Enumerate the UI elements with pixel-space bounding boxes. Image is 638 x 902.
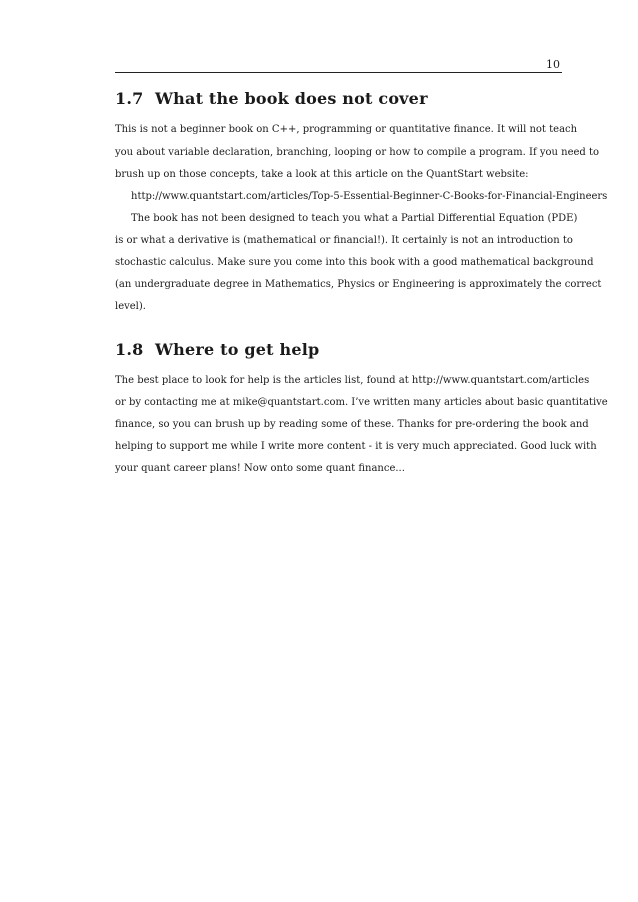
paragraph-line: level). — [115, 301, 146, 312]
paragraph-line: your quant career plans! Now onto some quant finance... — [115, 463, 405, 474]
paragraph-line: helping to support me while I write more content - it is very much appreciated. Good luck with — [115, 441, 597, 452]
page-number: 10 — [546, 58, 560, 71]
section-title: Where to get help — [155, 340, 320, 359]
header-rule — [115, 72, 562, 73]
paragraph-line: (an undergraduate degree in Mathematics, Physics or Engineering is approximately the correct — [115, 279, 602, 290]
section-heading-1-7 — [115, 90, 428, 108]
paragraph-line: The book has not been designed to teach you what a Partial Differential Equation (PDE) — [131, 213, 578, 224]
paragraph-line: or by contacting me at mike@quantstart.com. I’ve written many articles about basic quantitative — [115, 397, 608, 408]
section-heading-1-8 — [115, 341, 319, 359]
paragraph-line: This is not a beginner book on C++, programming or quantitative finance. It will not teach — [115, 124, 578, 135]
section-number: 1.7 — [115, 89, 144, 108]
paragraph-line: you about variable declaration, branching, looping or how to compile a program. If you need to — [115, 147, 600, 158]
paragraph-line: is or what a derivative is (mathematical or financial!). It certainly is not an introduction to — [115, 235, 573, 246]
section-number: 1.8 — [115, 340, 144, 359]
section-title: What the book does not cover — [155, 89, 428, 108]
paragraph-line: finance, so you can brush up by reading some of these. Thanks for pre-ordering the book and — [115, 419, 589, 430]
article-url-line: http://www.quantstart.com/articles/Top-5-Essential-Beginner-C-Books-for-Financial-Engineers — [131, 191, 608, 202]
paragraph-line: The best place to look for help is the articles list, found at http://www.quantstart.com/articles — [115, 375, 590, 386]
paragraph-line: stochastic calculus. Make sure you come into this book with a good mathematical background — [115, 257, 594, 268]
paragraph-line: brush up on those concepts, take a look at this article on the QuantStart website: — [115, 169, 529, 180]
